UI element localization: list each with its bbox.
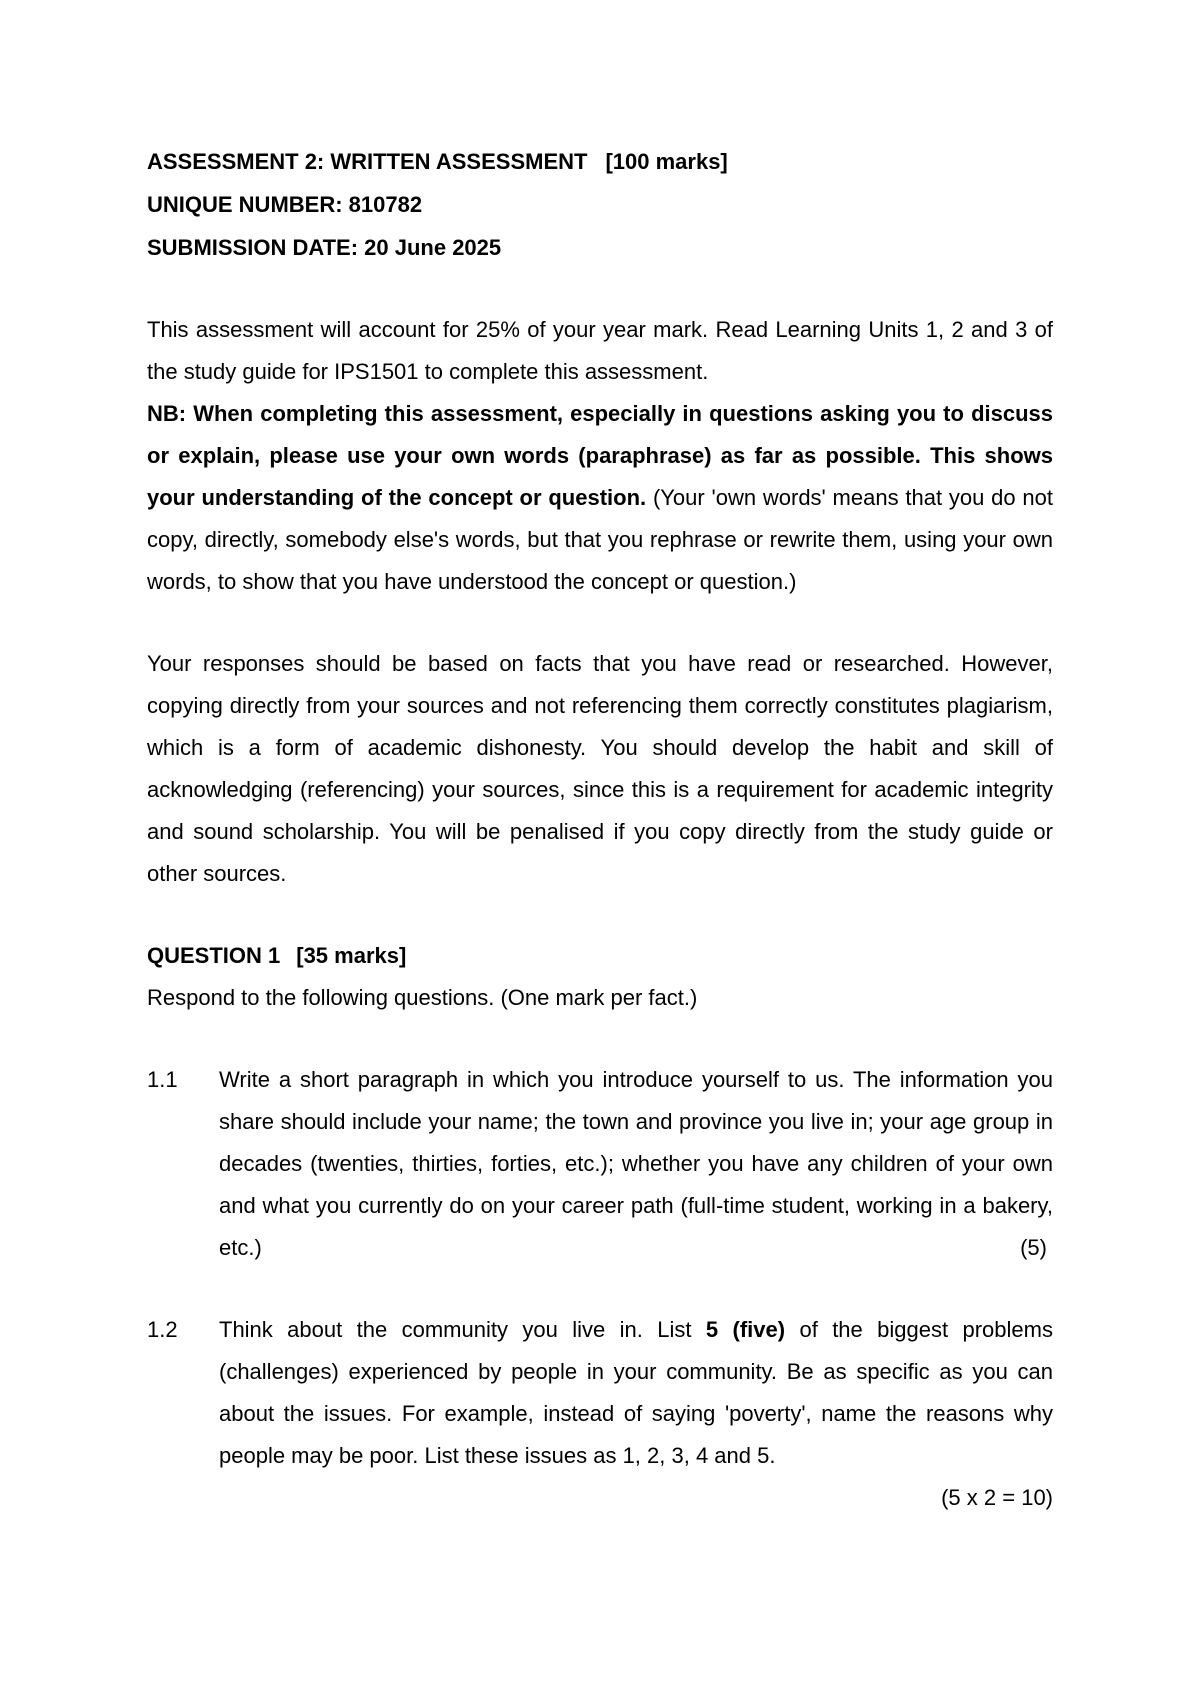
assessment-total-marks: [100 marks]	[605, 149, 728, 174]
document-content	[147, 140, 1053, 1519]
question-text	[219, 1309, 1053, 1477]
question-1-2-marks: (5 x 2 = 10)	[941, 1485, 1053, 1510]
nb-explanation: (Your 'own words' means that you do not copy, directly, somebody else's words, but that you rephrase or rewrite them, using your own words, to show that you have understood the concept or question.)	[147, 485, 1054, 594]
assessment-title: ASSESSMENT 2: WRITTEN ASSESSMENT	[147, 149, 588, 174]
question-1-2-text-before: Think about the community you live in. List	[219, 1317, 706, 1342]
question-text	[219, 1059, 1053, 1269]
question-1-2-emphasis: 5 (five)	[705, 1317, 786, 1342]
question-1-instruction: Respond to the following questions. (One mark per fact.)	[147, 985, 698, 1010]
intro-paragraph	[147, 309, 1053, 603]
assessment-title-line	[147, 140, 1053, 183]
question-1-marks: [35 marks]	[296, 943, 407, 968]
submission-date: SUBMISSION DATE: 20 June 2025	[147, 235, 502, 260]
question-number: 1.1	[147, 1067, 178, 1092]
plagiarism-paragraph: Your responses should be based on facts that you have read or researched. However, copying directly from your sources and not referencing them correctly constitutes plagiarism, which is a form of academic dishonesty. You should develop the habit and skill of acknowledging (referencing) your sources, since this is a requirement for academic integrity and sound scholarship. You will be penalised if you copy directly from the study guide or other sources.	[147, 651, 1053, 886]
question-1-1-marks: (5)	[1020, 1235, 1047, 1260]
nb-notice: NB: When completing this assessment, especially in questions asking you to discuss or explain, please use your own words (paraphrase) as far as possible. This shows your understanding of the concept or question.	[147, 401, 1053, 510]
question-1-2-text-after: of the biggest problems (challenges) experienced by people in your community. Be as specific as you can about the issues. For example, instead of saying 'poverty', name the reasons why people may be poor. List these issues as 1, 2, 3, 4 and 5.	[219, 1317, 1053, 1468]
question-number: 1.2	[147, 1317, 178, 1342]
unique-number: UNIQUE NUMBER: 810782	[147, 192, 423, 217]
question-item-1-2	[147, 1309, 1053, 1477]
intro-text: This assessment will account for 25% of your year mark. Read Learning Units 1, 2 and 3 of the study guide for IPS1501 to complete this assessment.	[147, 317, 1053, 384]
question-1-1-text: Write a short paragraph in which you introduce yourself to us. The information you share should include your name; the town and province you live in; your age group in decades (twenties, thirties, forties, etc.); whether you have any children of your own and what you currently do on your career path (full-time student, working in a bakery, etc.)	[219, 1067, 1053, 1260]
question-1-title: QUESTION 1	[147, 943, 281, 968]
question-1-heading	[147, 935, 1053, 977]
question-item-1-1	[147, 1059, 1053, 1269]
